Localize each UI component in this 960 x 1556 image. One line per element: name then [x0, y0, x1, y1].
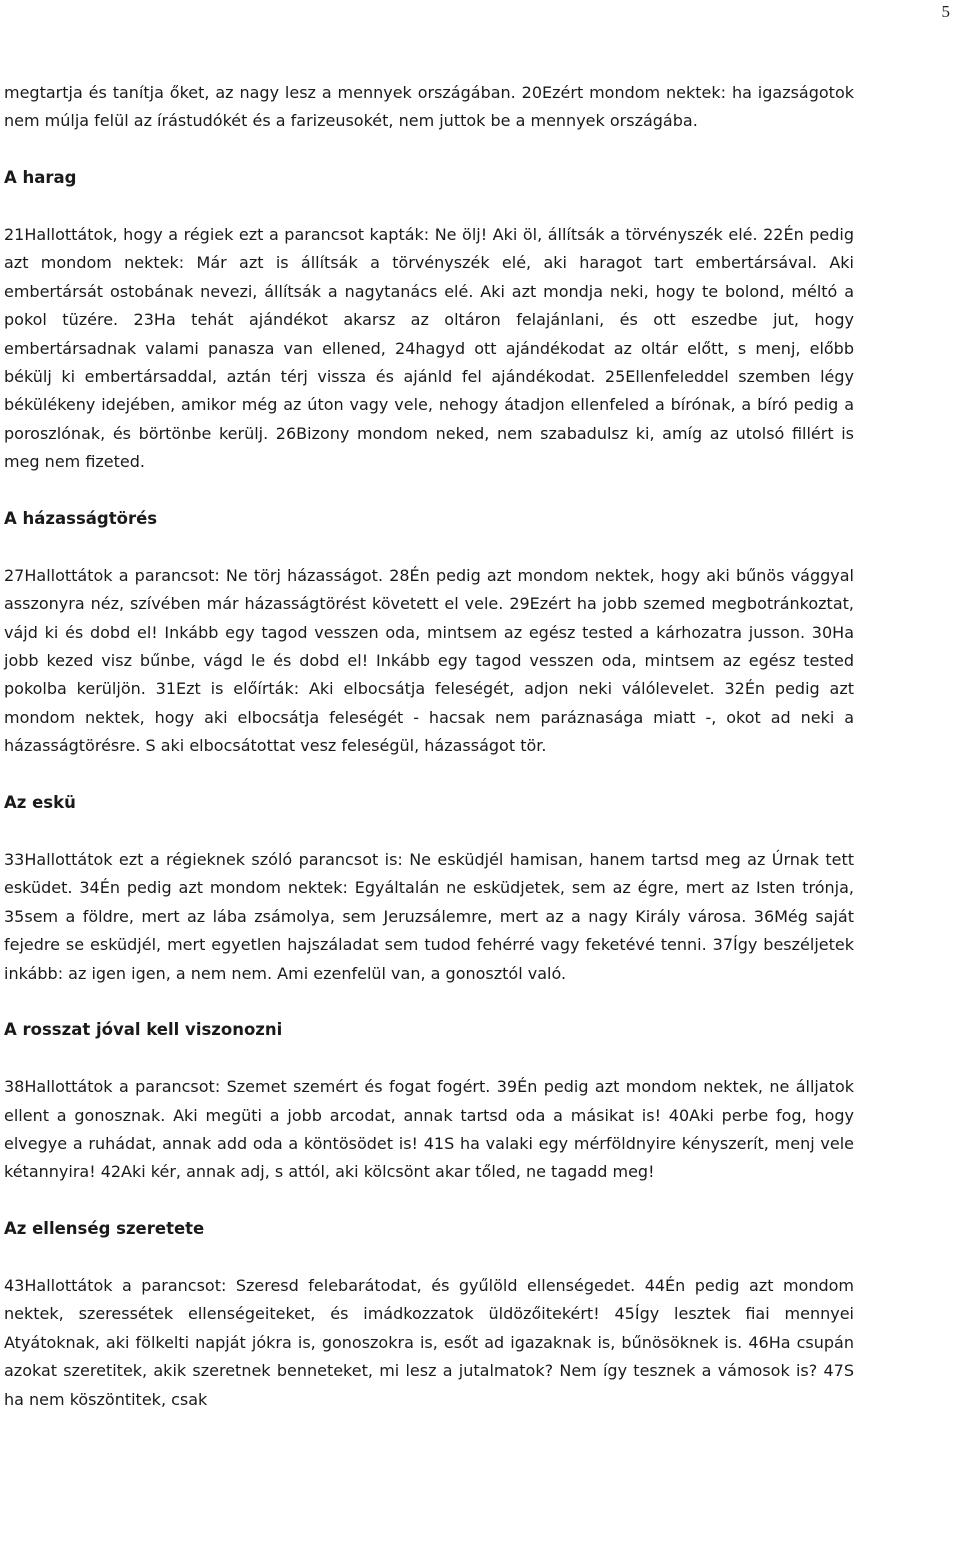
document-body	[4, 79, 854, 1414]
heading-a-harag: A harag	[4, 168, 77, 188]
page-number: 5	[941, 2, 950, 21]
paragraph-hazassagtores: 27Hallottátok a parancsot: Ne törj házasságot. 28Én pedig azt mondom nektek, hogy aki bűnös vággyal asszonyra néz, szívében már házasságtörést követett el vele. 29Ezért ha jobb szemed megbotránkoztat, vájd ki és dobd el! Inkább egy tagod vesszen oda, mintsem az egész tested a kárhozatra jusson. 30Ha jobb kezed visz bűnbe, vágd le és dobd el! Inkább egy tagod vesszen oda, mintsem az egész tested pokolba kerüljön. 31Ezt is előírták: Aki elbocsátja feleségét, adjon neki válólevelet. 32Én pedig azt mondom nektek, hogy aki elbocsátja feleségét - hacsak nem paráznasága miatt -, okot ad neki a házasságtörésre. S aki elbocsátottat vesz feleségül, házasságot tör.	[4, 565, 854, 756]
heading-rosszat-joval: A rosszat jóval kell viszonozni	[4, 1020, 283, 1040]
paragraph-rosszat-joval: 38Hallottátok a parancsot: Szemet szemért és fogat fogért. 39Én pedig azt mondom nektek, ne álljatok ellent a gonosznak. Aki megüti a jobb arcodat, annak tartsd oda a másikat is! 40Aki perbe fog, hogy elvegye a ruhádat, annak add oda a köntösödet is! 41S ha valaki egy mérföldnyire kényszerít, menj vele kétannyira! 42Aki kér, annak adj, s attól, aki kölcsönt akar tőled, ne tagadd meg!	[4, 1077, 854, 1182]
paragraph-esku: 33Hallottátok ezt a régieknek szóló parancsot is: Ne esküdjél hamisan, hanem tartsd meg az Úrnak tett esküdet. 34Én pedig azt mondom nektek: Egyáltalán ne esküdjetek, sem az égre, mert az Isten trónja, 35sem a földre, mert az lába zsámolya, sem Jeruzsálemre, mert az a nagy Király városa. 36Még saját fejedre se esküdjél, mert egyetlen hajszáladat sem tudod fehérré vagy feketévé tenni. 37Így beszéljetek inkább: az igen igen, a nem nem. Ami ezenfelül van, a gonosztól való.	[4, 849, 854, 983]
heading-ellenseg-szeretete: Az ellenség szeretete	[4, 1219, 205, 1239]
paragraph-intro: megtartja és tanítja őket, az nagy lesz a mennyek országában. 20Ezért mondom nektek: ha igazságotok nem múlja felül az írástudókét és a farizeusokét, nem juttok be a mennyek országába.	[4, 83, 854, 131]
paragraph-harag: 21Hallottátok, hogy a régiek ezt a parancsot kapták: Ne ölj! Aki öl, állítsák a törvényszék elé. 22Én pedig azt mondom nektek: Már azt is állítsák a törvényszék elé, aki haragot tart embertársával. Aki embertársát ostobának nevezi, állítsák a nagytanács elé. Aki azt mondja neki, hogy te bolond, méltó a pokol tüzére. 23Ha tehát ajándékot akarsz az oltáron felajánlani, és ott eszedbe jut, hogy embertársadnak valami panasza van ellened, 24hagyd ott ajándékodat az oltár előtt, s menj, előbb békülj ki embertársaddal, aztán térj vissza és ajánld fel ajándékodat. 25Ellenfeleddel szemben légy békülékeny idejében, amikor még az úton vagy vele, nehogy átadjon ellenfeled a bírónak, a bíró pedig a poroszlónak, és börtönbe kerülj. 26Bizony mondom neked, nem szabadulsz ki, amíg az utolsó fillért is meg nem fizeted.	[4, 225, 854, 472]
heading-esku: Az eskü	[4, 793, 76, 813]
paragraph-ellenseg-szeretete: 43Hallottátok a parancsot: Szeresd felebarátodat, és gyűlöld ellenségedet. 44Én pedig azt mondom nektek, szeressétek ellenségeiteket, és imádkozzatok üldözőitekért! 45Így lesztek fiai mennyei Atyátoknak, aki fölkelti napját jókra is, gonoszokra is, esőt ad igazaknak is, bűnösöknek is. 46Ha csupán azokat szeretitek, akik szeretnek benneteket, mi lesz a jutalmatok? Nem így tesznek a vámosok is? 47S ha nem köszöntitek, csak	[4, 1275, 854, 1409]
heading-hazassagtores: A házasságtörés	[4, 509, 158, 529]
